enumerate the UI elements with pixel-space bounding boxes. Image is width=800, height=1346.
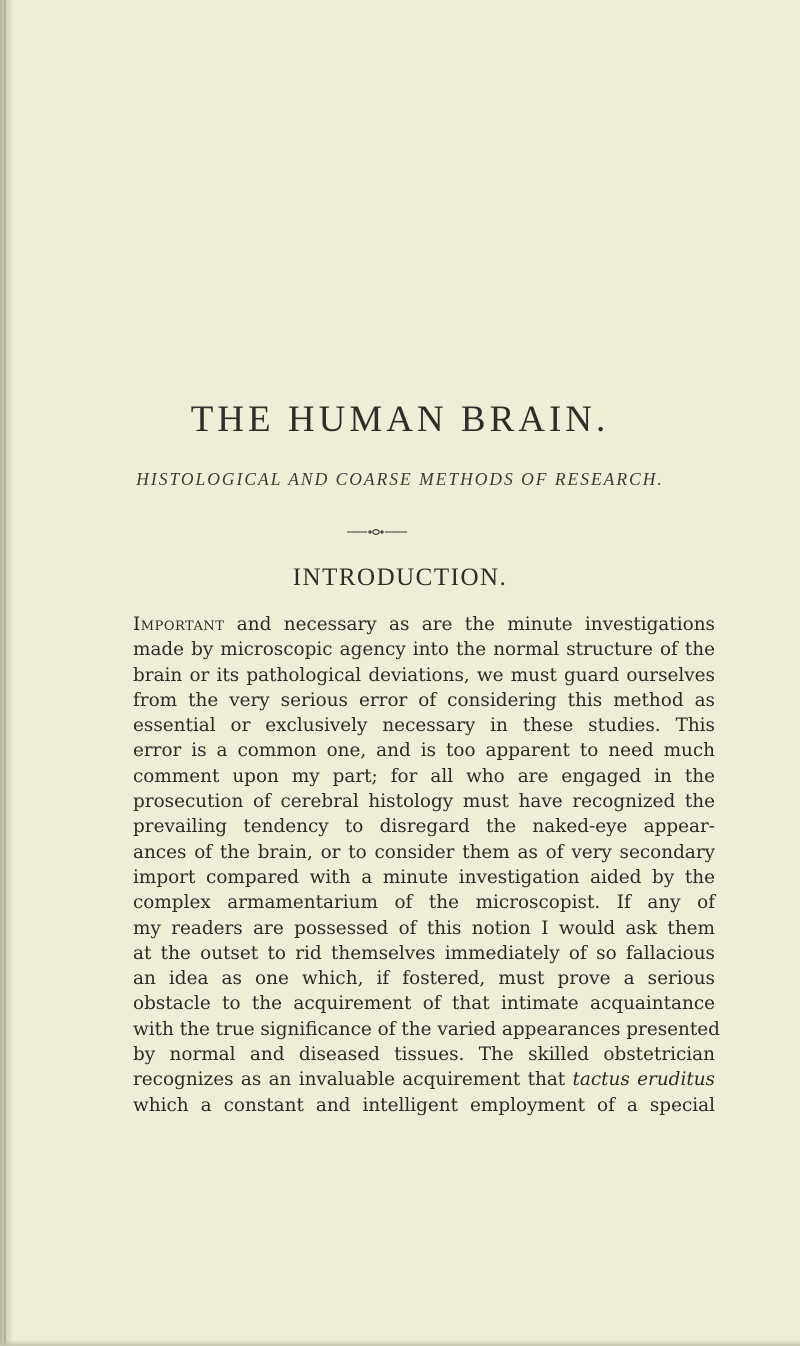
paragraph-line: complex armamentarium of the microscopist. If any of — [133, 892, 715, 914]
paragraph-line: recognizes as an invaluable acquirement that tactus eruditus — [133, 1069, 715, 1091]
page-bottom-edge — [0, 1340, 800, 1346]
body-paragraph — [133, 612, 720, 1118]
page-subtitle: HISTOLOGICAL AND COARSE METHODS OF RESEARCH. — [136, 469, 664, 489]
paragraph-line: an idea as one which, if fostered, must prove a serious — [133, 968, 715, 990]
paragraph-line: which a constant and intelligent employment of a special — [133, 1094, 715, 1116]
paragraph-line: my readers are possessed of this notion I would ask them — [133, 917, 715, 939]
paragraph-line: at the outset to rid themselves immediately of so fallacious — [133, 942, 715, 964]
paragraph-line: import compared with a minute investigation aided by the — [133, 866, 715, 888]
paragraph-line: prevailing tendency to disregard the naked-eye appear- — [133, 816, 715, 838]
paragraph-line: brain or its pathological deviations, we must guard ourselves — [133, 664, 715, 686]
paragraph-line: obstacle to the acquirement of that intimate acquaintance — [133, 993, 715, 1015]
section-heading: INTRODUCTION. — [292, 564, 508, 591]
paragraph-line: essential or exclusively necessary in these studies. This — [133, 715, 715, 737]
lead-word: Important — [133, 614, 225, 635]
decorative-rule-icon — [345, 527, 409, 537]
paragraph-line: with the true significance of the varied appearances presented — [133, 1018, 720, 1040]
paragraph-line: comment upon my part; for all who are engaged in the — [133, 765, 715, 787]
page-gutter-shadow — [0, 0, 14, 1346]
page-gutter-line — [4, 0, 6, 1346]
paragraph-line: by normal and diseased tissues. The skilled obstetrician — [133, 1044, 715, 1066]
paragraph-line: made by microscopic agency into the normal structure of the — [133, 639, 715, 661]
paragraph-line: ances of the brain, or to consider them as of very secondary — [133, 841, 715, 863]
italic-phrase: tactus eruditus — [572, 1069, 715, 1091]
paragraph-line: from the very serious error of considering this method as — [133, 689, 715, 711]
paragraph-line: error is a common one, and is too apparent to need much — [133, 740, 715, 762]
paragraph-line: prosecution of cerebral histology must have recognized the — [133, 791, 715, 813]
page-title: THE HUMAN BRAIN. — [190, 399, 610, 440]
paragraph-line: Important and necessary as are the minute investigations — [133, 614, 715, 635]
